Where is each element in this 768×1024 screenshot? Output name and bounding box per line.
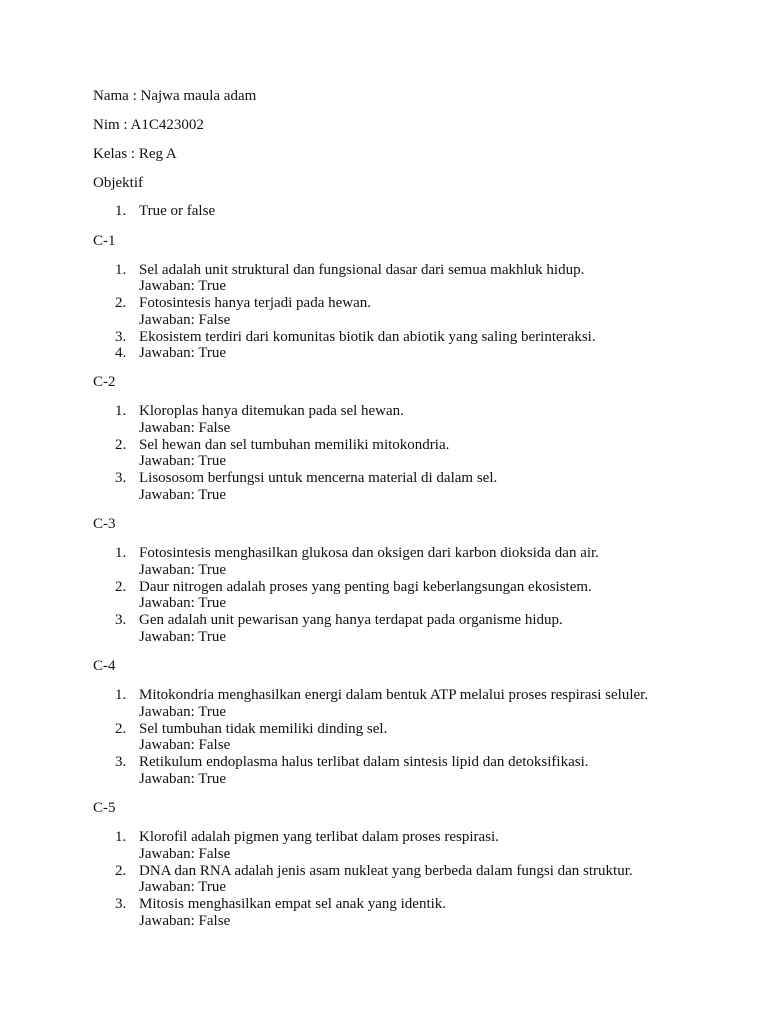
question-text: Gen adalah unit pewarisan yang hanya terdapat pada organisme hidup. (139, 612, 563, 628)
student-nim: Nim : A1C423002 (93, 117, 204, 133)
answer-text: Jawaban: True (139, 704, 227, 720)
question-number: 3. (115, 754, 127, 770)
question-text: Klorofil adalah pigmen yang terlibat dalam proses respirasi. (139, 829, 499, 845)
question-text: Sel tumbuhan tidak memiliki dinding sel. (139, 721, 388, 737)
answer-text: Jawaban: True (139, 562, 227, 578)
answer-text: Jawaban: True (139, 453, 227, 469)
answer-text: Jawaban: True (139, 629, 227, 645)
intro-list-number: 1. (115, 203, 127, 219)
answer-text: Jawaban: False (139, 913, 231, 929)
answer-text: Jawaban: False (139, 420, 231, 436)
question-number: 1. (115, 403, 127, 419)
question-text: Fotosintesis hanya terjadi pada hewan. (139, 295, 372, 311)
answer-text: Jawaban: False (139, 312, 231, 328)
answer-text: Jawaban: False (139, 737, 231, 753)
question-text: DNA dan RNA adalah jenis asam nukleat yang berbeda dalam fungsi dan struktur. (139, 863, 633, 879)
question-text: Sel hewan dan sel tumbuhan memiliki mitokondria. (139, 437, 450, 453)
question-text: Retikulum endoplasma halus terlibat dalam sintesis lipid dan detoksifikasi. (139, 754, 589, 770)
section-title-c1: C-1 (93, 233, 116, 249)
section-title-c5: C-5 (93, 800, 116, 816)
answer-text: Jawaban: True (139, 487, 227, 503)
question-text: Sel adalah unit struktural dan fungsional dasar dari semua makhluk hidup. (139, 262, 585, 278)
question-text: Daur nitrogen adalah proses yang penting bagi keberlangsungan ekosistem. (139, 579, 592, 595)
question-number: 3. (115, 329, 127, 345)
question-text: Fotosintesis menghasilkan glukosa dan oksigen dari karbon dioksida dan air. (139, 545, 599, 561)
question-text: Mitosis menghasilkan empat sel anak yang identik. (139, 896, 447, 912)
question-number: 3. (115, 896, 127, 912)
question-number: 3. (115, 470, 127, 486)
question-number: 1. (115, 687, 127, 703)
answer-text: Jawaban: True (139, 771, 227, 787)
question-text: Lisososom berfungsi untuk mencerna material di dalam sel. (139, 470, 498, 486)
question-number: 2. (115, 295, 127, 311)
section-title-c4: C-4 (93, 658, 116, 674)
question-number: 1. (115, 545, 127, 561)
student-class: Kelas : Reg A (93, 146, 177, 162)
student-name: Nama : Najwa maula adam (93, 88, 257, 104)
answer-text: Jawaban: True (139, 278, 227, 294)
answer-text: Jawaban: True (139, 595, 227, 611)
question-text: Mitokondria menghasilkan energi dalam bentuk ATP melalui proses respirasi seluler. (139, 687, 649, 703)
question-number: 2. (115, 437, 127, 453)
question-text: Kloroplas hanya ditemukan pada sel hewan. (139, 403, 404, 419)
intro-list-text: True or false (139, 203, 216, 219)
objective-heading: Objektif (93, 175, 143, 191)
question-number: 1. (115, 262, 127, 278)
question-number: 2. (115, 721, 127, 737)
section-title-c2: C-2 (93, 374, 116, 390)
answer-text: Jawaban: True (139, 879, 227, 895)
question-number: 1. (115, 829, 127, 845)
section-title-c3: C-3 (93, 516, 116, 532)
question-text: Jawaban: True (139, 345, 227, 361)
question-text: Ekosistem terdiri dari komunitas biotik dan abiotik yang saling berinteraksi. (139, 329, 596, 345)
question-number: 2. (115, 579, 127, 595)
question-number: 3. (115, 612, 127, 628)
answer-text: Jawaban: False (139, 846, 231, 862)
question-number: 2. (115, 863, 127, 879)
question-number: 4. (115, 345, 127, 361)
